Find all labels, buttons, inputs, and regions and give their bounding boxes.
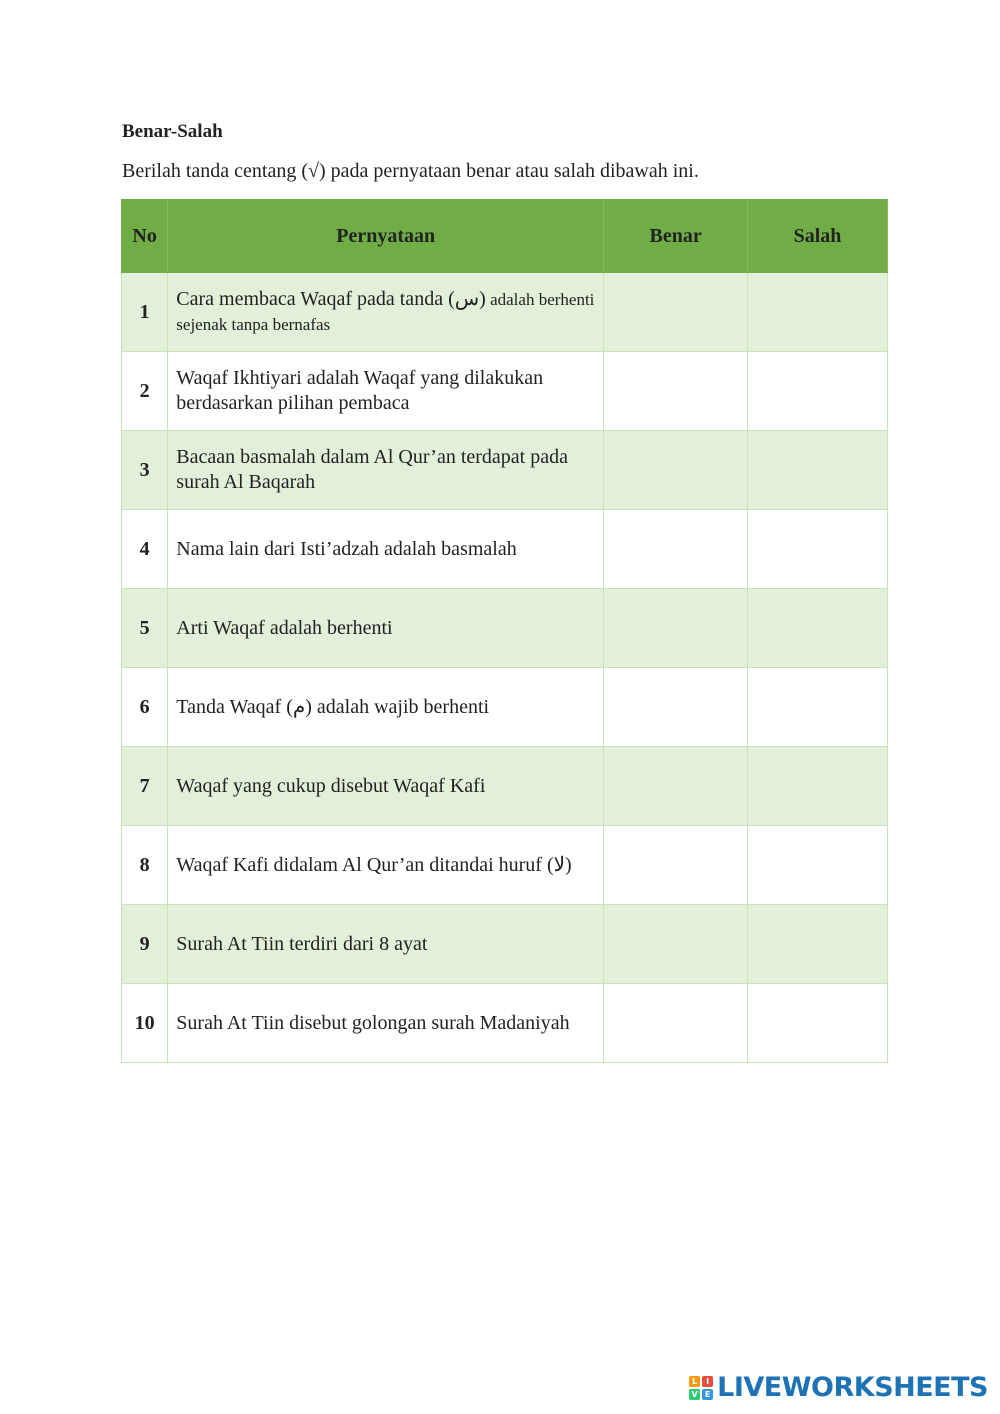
row-statement: Nama lain dari Isti’adzah adalah basmalah xyxy=(168,510,604,589)
salah-answer-cell[interactable] xyxy=(748,984,888,1063)
salah-answer-cell[interactable] xyxy=(748,273,888,352)
table-row xyxy=(122,984,888,1063)
row-statement: Surah At Tiin terdiri dari 8 ayat xyxy=(168,905,604,984)
statement-part-small: adalah berhenti sejenak tanpa bernafas xyxy=(176,290,595,334)
table-header-row xyxy=(122,200,888,273)
table-row xyxy=(122,510,888,589)
benar-answer-cell[interactable] xyxy=(604,352,748,431)
benar-answer-cell[interactable] xyxy=(604,510,748,589)
row-number: 5 xyxy=(122,589,168,668)
benar-answer-cell[interactable] xyxy=(604,984,748,1063)
logo-letter-l: L xyxy=(689,1376,700,1387)
salah-answer-cell[interactable] xyxy=(748,747,888,826)
table-row xyxy=(122,431,888,510)
salah-answer-cell[interactable] xyxy=(748,352,888,431)
true-false-table xyxy=(121,199,888,1063)
salah-answer-cell[interactable] xyxy=(748,510,888,589)
salah-answer-cell[interactable] xyxy=(748,905,888,984)
row-number: 3 xyxy=(122,431,168,510)
row-number: 4 xyxy=(122,510,168,589)
row-statement xyxy=(168,273,604,352)
table-row xyxy=(122,747,888,826)
table-row xyxy=(122,589,888,668)
row-statement: Surah At Tiin disebut golongan surah Madaniyah xyxy=(168,984,604,1063)
row-statement: Waqaf Kafi didalam Al Qur’an ditandai huruf (لا) xyxy=(168,826,604,905)
table-row xyxy=(122,273,888,352)
table-row xyxy=(122,352,888,431)
benar-answer-cell[interactable] xyxy=(604,431,748,510)
row-number: 1 xyxy=(122,273,168,352)
logo-letter-e: E xyxy=(702,1389,713,1400)
row-number: 7 xyxy=(122,747,168,826)
salah-answer-cell[interactable] xyxy=(748,668,888,747)
header-salah: Salah xyxy=(748,200,888,273)
logo-text: LIVEWORKSHEETS xyxy=(717,1372,988,1403)
row-number: 2 xyxy=(122,352,168,431)
benar-answer-cell[interactable] xyxy=(604,589,748,668)
row-number: 8 xyxy=(122,826,168,905)
row-statement: Tanda Waqaf (م) adalah wajib berhenti xyxy=(168,668,604,747)
row-statement: Bacaan basmalah dalam Al Qur’an terdapat pada surah Al Baqarah xyxy=(168,431,604,510)
row-statement: Arti Waqaf adalah berhenti xyxy=(168,589,604,668)
benar-answer-cell[interactable] xyxy=(604,905,748,984)
benar-answer-cell[interactable] xyxy=(604,668,748,747)
benar-answer-cell[interactable] xyxy=(604,273,748,352)
salah-answer-cell[interactable] xyxy=(748,431,888,510)
row-number: 10 xyxy=(122,984,168,1063)
row-number: 9 xyxy=(122,905,168,984)
benar-answer-cell[interactable] xyxy=(604,747,748,826)
row-number: 6 xyxy=(122,668,168,747)
logo-letter-i: I xyxy=(702,1376,713,1387)
benar-answer-cell[interactable] xyxy=(604,826,748,905)
page-heading: Benar-Salah xyxy=(122,121,223,142)
header-no: No xyxy=(122,200,168,273)
table-row xyxy=(122,826,888,905)
table-row xyxy=(122,905,888,984)
table-row xyxy=(122,668,888,747)
header-statement: Pernyataan xyxy=(168,200,604,273)
logo-mark-icon xyxy=(689,1376,713,1400)
instruction-text: Berilah tanda centang (√) pada pernyataan benar atau salah dibawah ini. xyxy=(122,160,699,182)
logo-letter-v: V xyxy=(689,1389,700,1400)
row-statement: Waqaf yang cukup disebut Waqaf Kafi xyxy=(168,747,604,826)
row-statement: Waqaf Ikhtiyari adalah Waqaf yang dilakukan berdasarkan pilihan pembaca xyxy=(168,352,604,431)
liveworksheets-logo xyxy=(689,1372,988,1403)
salah-answer-cell[interactable] xyxy=(748,589,888,668)
statement-part-main: Cara membaca Waqaf pada tanda (س) xyxy=(176,288,486,310)
salah-answer-cell[interactable] xyxy=(748,826,888,905)
header-benar: Benar xyxy=(604,200,748,273)
